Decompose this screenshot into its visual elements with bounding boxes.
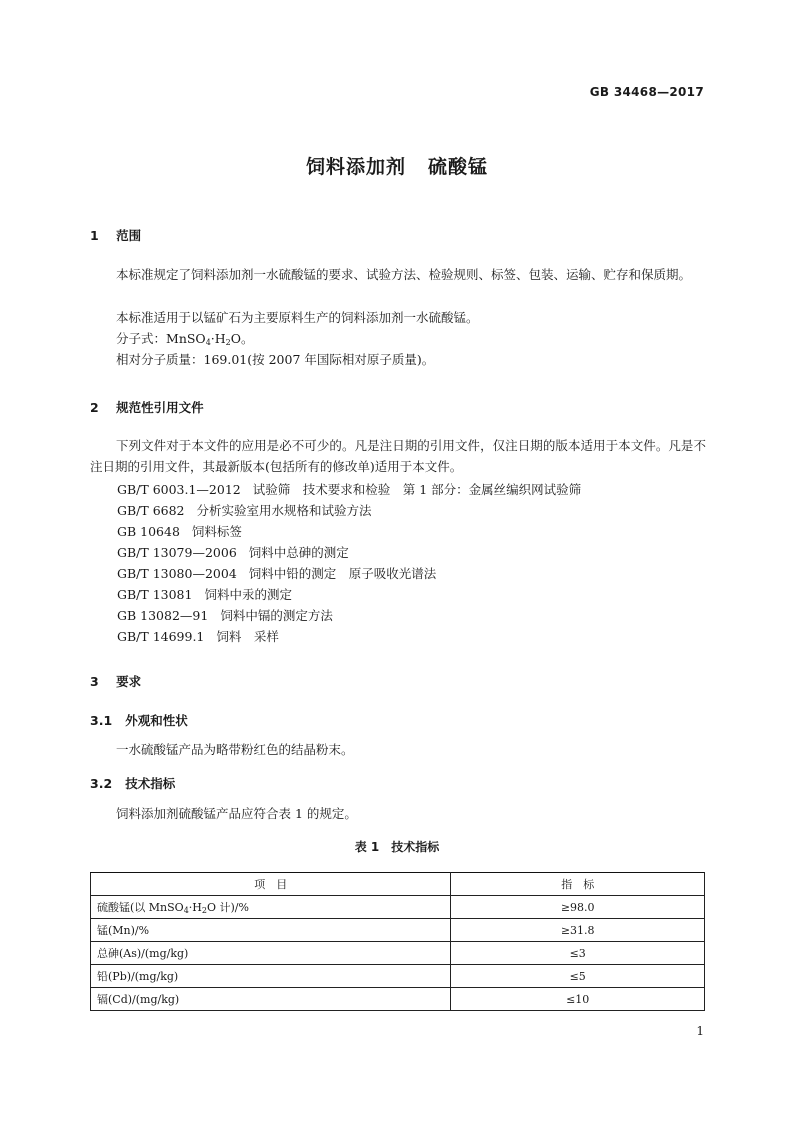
reference-title: 饲料中汞的测定 — [204, 587, 292, 602]
normative-intro: 下列文件对于本文件的应用是必不可少的。凡是注日期的引用文件，仅注日期的版本适用于本文件。凡是不注日期的引用文件，其最新版本(包括所有的修改单)适用于本文件。 — [90, 438, 706, 474]
reference-item — [117, 627, 279, 645]
reference-title: 试验筛 技术要求和检验 第 1 部分：金属丝编织网试验筛 — [252, 482, 582, 497]
row-value: ≥98.0 — [451, 896, 705, 919]
subsection-3-1-heading — [90, 711, 188, 729]
row-value: ≥31.8 — [451, 919, 705, 942]
formula-part-a: MnSO — [166, 331, 206, 346]
row-item: 总砷(As)/(mg/kg) — [91, 942, 451, 965]
row-value: ≤5 — [451, 965, 705, 988]
row-value: ≤10 — [451, 988, 705, 1011]
reference-title: 饲料中镉的测定方法 — [220, 608, 333, 623]
section-2-heading — [90, 398, 204, 416]
item-part-b: ·H — [188, 901, 202, 914]
header-value: 指 标 — [451, 873, 705, 896]
row-item: 镉(Cd)/(mg/kg) — [91, 988, 451, 1011]
item-part-c: O 计)/% — [206, 901, 249, 914]
item-sub-2: 2 — [201, 906, 207, 915]
table-row — [91, 988, 705, 1011]
appearance-text: 一水硫酸锰产品为略带粉红色的结晶粉末。 — [116, 742, 354, 757]
reference-code: GB/T 6682 — [117, 503, 185, 518]
scope-paragraph-1: 本标准规定了饲料添加剂一水硫酸锰的要求、试验方法、检验规则、标签、包装、运输、贮存和保质期。 — [116, 267, 692, 282]
section-3-heading — [90, 672, 141, 690]
reference-title: 饲料中铅的测定 原子吸收光谱法 — [248, 566, 437, 581]
title-part1: 饲料添加剂 — [305, 156, 406, 178]
reference-title: 饲料中总砷的测定 — [248, 545, 349, 560]
table-row — [91, 919, 705, 942]
spec-text: 饲料添加剂硫酸锰产品应符合表 1 的规定。 — [116, 806, 357, 821]
table-caption: 表 1 技术指标 — [354, 840, 440, 854]
section-number: 1 — [90, 228, 99, 243]
molecular-mass: 相对分子质量：169.01(按 2007 年国际相对原子质量)。 — [116, 352, 435, 367]
reference-title: 分析实验室用水规格和试验方法 — [196, 503, 372, 518]
reference-code: GB 10648 — [117, 524, 180, 539]
page-title — [0, 152, 794, 179]
reference-code: GB/T 6003.1—2012 — [117, 482, 241, 497]
table-row — [91, 965, 705, 988]
section-title: 要求 — [116, 674, 142, 689]
reference-item — [117, 564, 436, 582]
row-item: 锰(Mn)/% — [91, 919, 451, 942]
section-1-heading — [90, 226, 141, 244]
subsection-title: 技术指标 — [125, 776, 176, 791]
subsection-3-2-heading — [90, 774, 175, 792]
formula-part-b: ·H — [210, 331, 226, 346]
formula-label: 分子式： — [116, 331, 167, 346]
table-header-row — [91, 873, 705, 896]
formula-part-c: O。 — [230, 331, 254, 346]
reference-code: GB/T 13080—2004 — [117, 566, 237, 581]
reference-title: 饲料 采样 — [216, 629, 279, 644]
reference-item — [117, 543, 349, 561]
subsection-number: 3.2 — [90, 776, 113, 791]
table-row — [91, 942, 705, 965]
scope-paragraph-2: 本标准适用于以锰矿石为主要原料生产的饲料添加剂一水硫酸锰。 — [116, 310, 479, 325]
header-item: 项 目 — [91, 873, 451, 896]
formula-sub-1: 4 — [205, 338, 211, 347]
reference-item — [117, 501, 372, 519]
row-value: ≤3 — [451, 942, 705, 965]
formula-sub-2: 2 — [225, 338, 231, 347]
row-item — [91, 896, 451, 919]
title-part2: 硫酸锰 — [428, 156, 489, 178]
section-title: 范围 — [116, 228, 142, 243]
reference-code: GB 13082—91 — [117, 608, 209, 623]
page-number: 1 — [696, 1024, 704, 1038]
reference-code: GB/T 13081 — [117, 587, 193, 602]
section-number: 2 — [90, 400, 99, 415]
item-part-a: 硫酸锰(以 MnSO — [97, 901, 184, 914]
standard-number: GB 34468—2017 — [589, 85, 704, 99]
reference-item — [117, 480, 581, 498]
spec-table — [90, 872, 705, 1011]
reference-item — [117, 522, 242, 540]
item-sub-1: 4 — [183, 906, 189, 915]
section-number: 3 — [90, 674, 99, 689]
reference-item — [117, 606, 333, 624]
reference-item — [117, 585, 292, 603]
row-item: 铅(Pb)/(mg/kg) — [91, 965, 451, 988]
subsection-number: 3.1 — [90, 713, 113, 728]
table-row — [91, 896, 705, 919]
reference-code: GB/T 14699.1 — [117, 629, 205, 644]
section-title: 规范性引用文件 — [116, 400, 204, 415]
reference-code: GB/T 13079—2006 — [117, 545, 237, 560]
reference-title: 饲料标签 — [191, 524, 242, 539]
subsection-title: 外观和性状 — [125, 713, 188, 728]
